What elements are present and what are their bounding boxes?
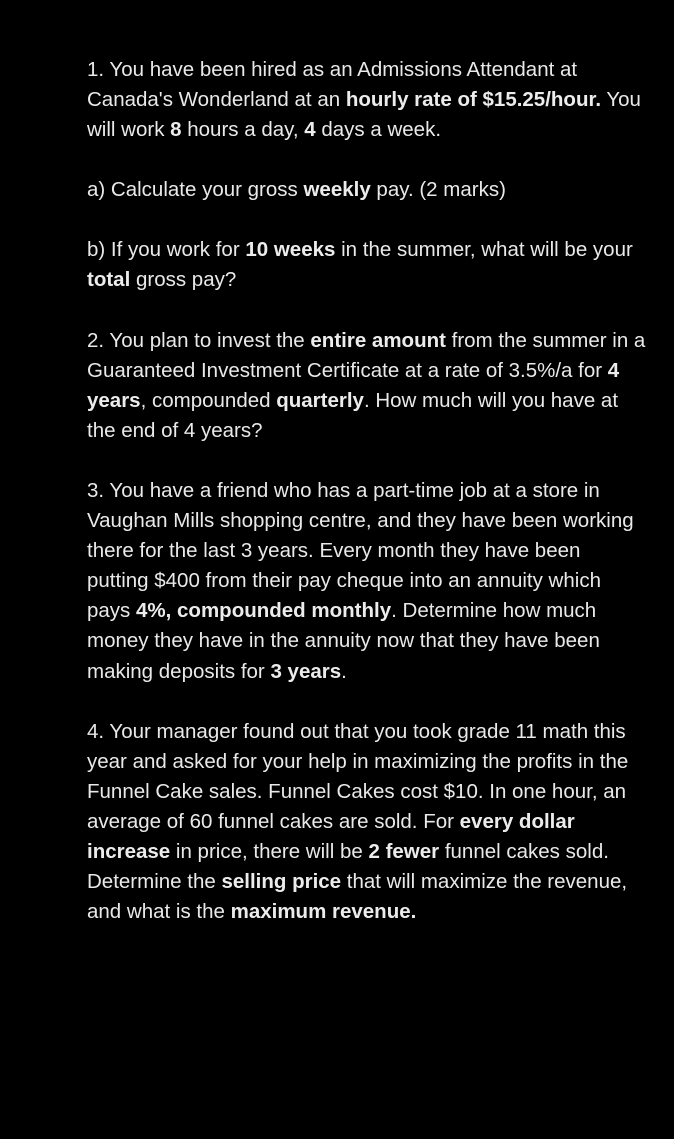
question-1a-text: pay. (2 marks) bbox=[370, 178, 506, 202]
question-1-bold-rate: hourly rate of $15.25/hour. bbox=[345, 88, 602, 112]
question-1a-bold: weekly bbox=[303, 178, 371, 202]
question-3 bbox=[87, 476, 647, 687]
question-2-text: from the summer in a Guaranteed Investment Certificate at a rate of 3.5%/a for bbox=[87, 328, 646, 382]
question-4-task bbox=[87, 867, 647, 927]
question-3-bold-rate: 4%, compounded monthly bbox=[136, 599, 392, 623]
question-2-text: , compounded bbox=[140, 388, 277, 412]
question-1b-bold-weeks: 10 weeks bbox=[245, 238, 336, 262]
worksheet-document bbox=[87, 55, 647, 927]
question-4-text: funnel cakes sold. bbox=[439, 839, 609, 863]
question-1 bbox=[87, 55, 647, 145]
question-2 bbox=[87, 326, 647, 446]
question-2-bold-years: 4 years bbox=[87, 358, 620, 412]
question-4-text: 4. Your manager found out that you took grade 11 math this year and asked for your help in maximizing the profits in the Funnel Cake sales. Funnel Cakes cost $10. In one hour, an average of 60 funnel cakes are sold. For bbox=[87, 719, 629, 833]
question-4 bbox=[87, 717, 647, 867]
question-1-text: days a week. bbox=[315, 118, 442, 142]
question-1b-text: gross pay? bbox=[130, 268, 237, 292]
question-1b-text: b) If you work for bbox=[87, 238, 246, 262]
question-1b-bold-total: total bbox=[87, 268, 131, 292]
question-1b bbox=[87, 235, 647, 295]
question-2-text: 2. You plan to invest the bbox=[87, 328, 311, 352]
question-1b-text: in the summer, what will be your bbox=[335, 238, 633, 262]
question-2-bold-quarterly: quarterly bbox=[276, 388, 364, 412]
question-4-task-text: that will maximize the revenue, and what is the bbox=[87, 870, 628, 924]
question-3-bold-years: 3 years bbox=[270, 659, 342, 683]
question-4-bold-increase: every dollar increase bbox=[87, 809, 575, 863]
question-2-text: . How much will you have at the end of 4 years? bbox=[87, 388, 619, 442]
question-1-text: hours a day, bbox=[181, 118, 305, 142]
question-4-text: in price, there will be bbox=[170, 839, 369, 863]
question-1-bold-days: 4 bbox=[304, 118, 316, 142]
question-3-text: . bbox=[341, 659, 347, 683]
question-3-text: . Determine how much money they have in the annuity now that they have been making deposits for bbox=[87, 599, 600, 683]
question-1a-text: a) Calculate your gross bbox=[87, 178, 304, 202]
question-1a bbox=[87, 175, 647, 205]
question-4-task-text: Determine the bbox=[87, 870, 222, 894]
question-3-text: 3. You have a friend who has a part-time job at a store in Vaughan Mills shopping centre, and they have been working there for the last 3 years. Every month they have been putting $400 from their pay cheque into an annuity which pays bbox=[87, 478, 634, 623]
question-4-bold-fewer: 2 fewer bbox=[368, 839, 440, 863]
question-1-text: You will work bbox=[87, 88, 641, 142]
question-4-task-bold-revenue: maximum revenue. bbox=[230, 900, 417, 924]
question-2-bold-amount: entire amount bbox=[310, 328, 446, 352]
question-1-text: 1. You have been hired as an Admissions Attendant at Canada's Wonderland at an bbox=[87, 58, 578, 112]
question-1-bold-hours: 8 bbox=[170, 118, 182, 142]
question-4-task-bold-price: selling price bbox=[221, 870, 342, 894]
